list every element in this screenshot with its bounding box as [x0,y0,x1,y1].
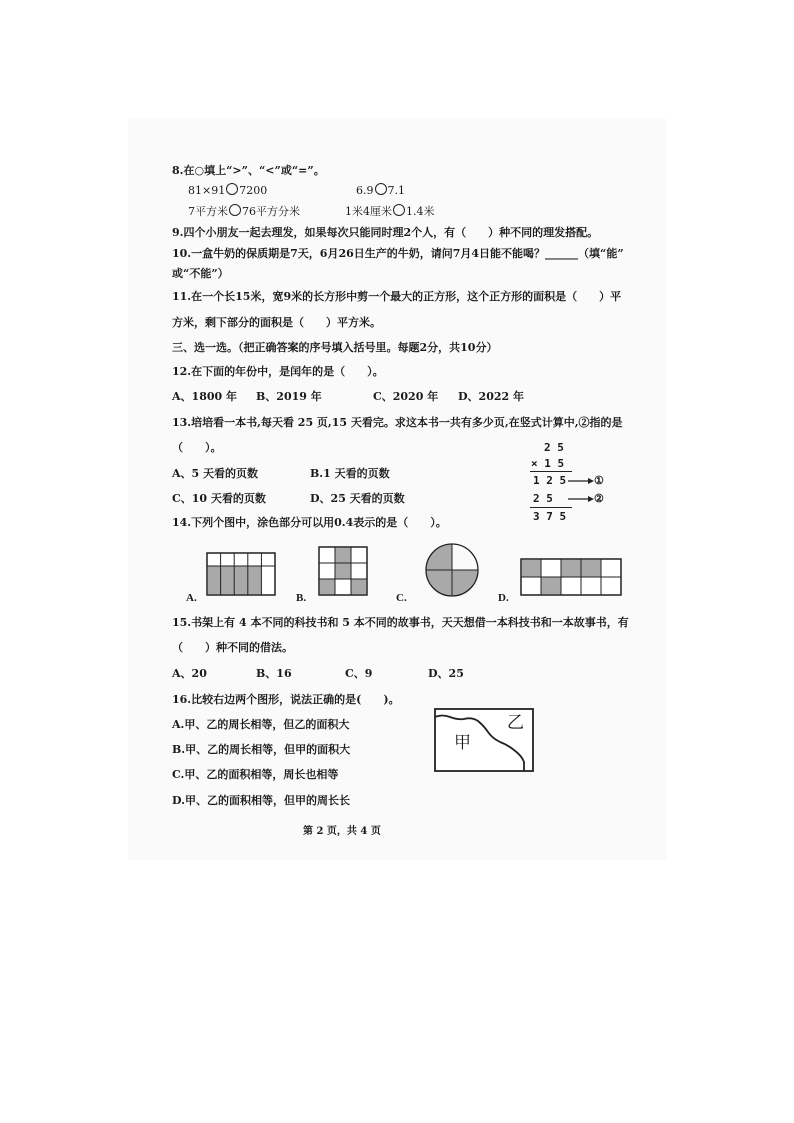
q8-b-right: 7.1 [387,184,405,197]
q15-option-a[interactable]: A、20 [172,667,207,680]
q11-line2: 方米，剩下部分的面积是（ ）平方米。 [172,316,381,329]
q8-c-left: 7平方米 [188,205,228,218]
q16-option-c[interactable]: C.甲、乙的面积相等，周长也相等 [172,768,339,781]
q8-a-right: 7200 [239,184,268,197]
q14-figure-d[interactable] [520,558,624,598]
q10-line2: 或“不能”） [172,267,229,280]
calc-mark-1: ① [594,474,604,487]
q16-option-b[interactable]: B.甲、乙的周长相等，但甲的面积大 [172,743,351,756]
q14-label-d[interactable]: D. [498,592,509,604]
calc-row-1: 2 5 [544,441,564,454]
q13-option-a[interactable]: A、5 天看的页数 [172,467,259,480]
q12-option-a[interactable]: A、1800 年 [172,390,237,403]
q14-figure-a[interactable] [206,552,278,598]
page-footer: 第 2 页，共 4 页 [303,826,381,837]
q15-option-d[interactable]: D、25 [428,667,464,680]
figure-label-jia: 甲 [454,733,471,753]
calc-rule-1 [530,471,572,472]
q14-label-b[interactable]: B. [296,592,307,604]
q8-item-c [188,204,300,219]
q8-item-b [356,183,405,198]
calc-mark-2: ② [594,492,604,505]
q15-option-b[interactable]: B、16 [256,667,292,680]
figure-label-yi: 乙 [507,713,524,733]
q12-stem: 12.在下面的年份中，是闰年的是（ ）。 [172,365,384,378]
q16-option-d[interactable]: D.甲、乙的面积相等，但甲的周长长 [172,794,350,807]
compare-circle-icon[interactable] [393,204,405,216]
q11-line1: 11.在一个长15米，宽9米的长方形中剪一个最大的正方形，这个正方形的面积是（ ）平 [172,290,622,303]
compare-circle-icon[interactable] [226,183,238,195]
q13-option-b[interactable]: B.1 天看的页数 [310,467,390,480]
q8-d-right: 1.4米 [406,205,435,218]
q14-figure-c[interactable] [424,542,482,600]
q14-stem: 14.下列个图中，涂色部分可以用0.4表示的是（ ）。 [172,516,447,529]
q13-line1: 13.培培看一本书,每天看 25 页,15 天看完。求这本书一共有多少页,在竖式计算中,②指的是 [172,416,623,429]
q8-item-a [188,183,267,198]
q8-a-left: 81×91 [188,184,226,197]
q8-item-d [345,204,435,219]
calc-row-2: × 1 5 [531,457,565,470]
q15-line1: 15.书架上有 4 本不同的科技书和 5 本不同的故事书，天天想借一本科技书和一本故事书，有 [172,616,629,629]
q12-option-c[interactable]: C、2020 年 [373,390,439,403]
q10-line1: 10.一盒牛奶的保质期是7天，6月26日生产的牛奶，请问7月4日能不能喝？______（填“能” [172,247,624,260]
q9-text: 9.四个小朋友一起去理发，如果每次只能同时理2个人，有（ ）种不同的理发搭配。 [172,226,599,239]
section-3-heading: 三、选一选。（把正确答案的序号填入括号里。每题2分，共10分） [172,341,498,354]
calc-row-5: 3 7 5 [533,510,567,523]
compare-circle-icon[interactable] [229,204,241,216]
q8-b-left: 6.9 [356,184,374,197]
q13-line2: （ ）。 [172,441,222,454]
q14-label-a[interactable]: A. [186,592,197,604]
q12-option-b[interactable]: B、2019 年 [256,390,322,403]
q15-option-c[interactable]: C、9 [345,667,373,680]
q15-line2: （ ）种不同的借法。 [172,641,293,654]
q16-stem: 16.比较右边两个图形，说法正确的是( )。 [172,693,400,706]
q14-label-c[interactable]: C. [396,592,407,604]
q13-option-d[interactable]: D、25 天看的页数 [310,492,405,505]
q14-figure-b[interactable] [318,546,370,598]
q8-d-left: 1米4厘米 [345,205,392,218]
calc-row-3: 1 2 5 [533,474,567,487]
q13-option-c[interactable]: C、10 天看的页数 [172,492,266,505]
q8-title: 8.在○填上“>”、“<”或“=”。 [172,164,325,177]
calc-row-4: 2 5 [533,492,553,505]
q16-option-a[interactable]: A.甲、乙的周长相等，但乙的面积大 [172,718,350,731]
q12-option-d[interactable]: D、2022 年 [458,390,524,403]
compare-circle-icon[interactable] [375,183,387,195]
q8-c-right: 76平方分米 [242,205,300,218]
